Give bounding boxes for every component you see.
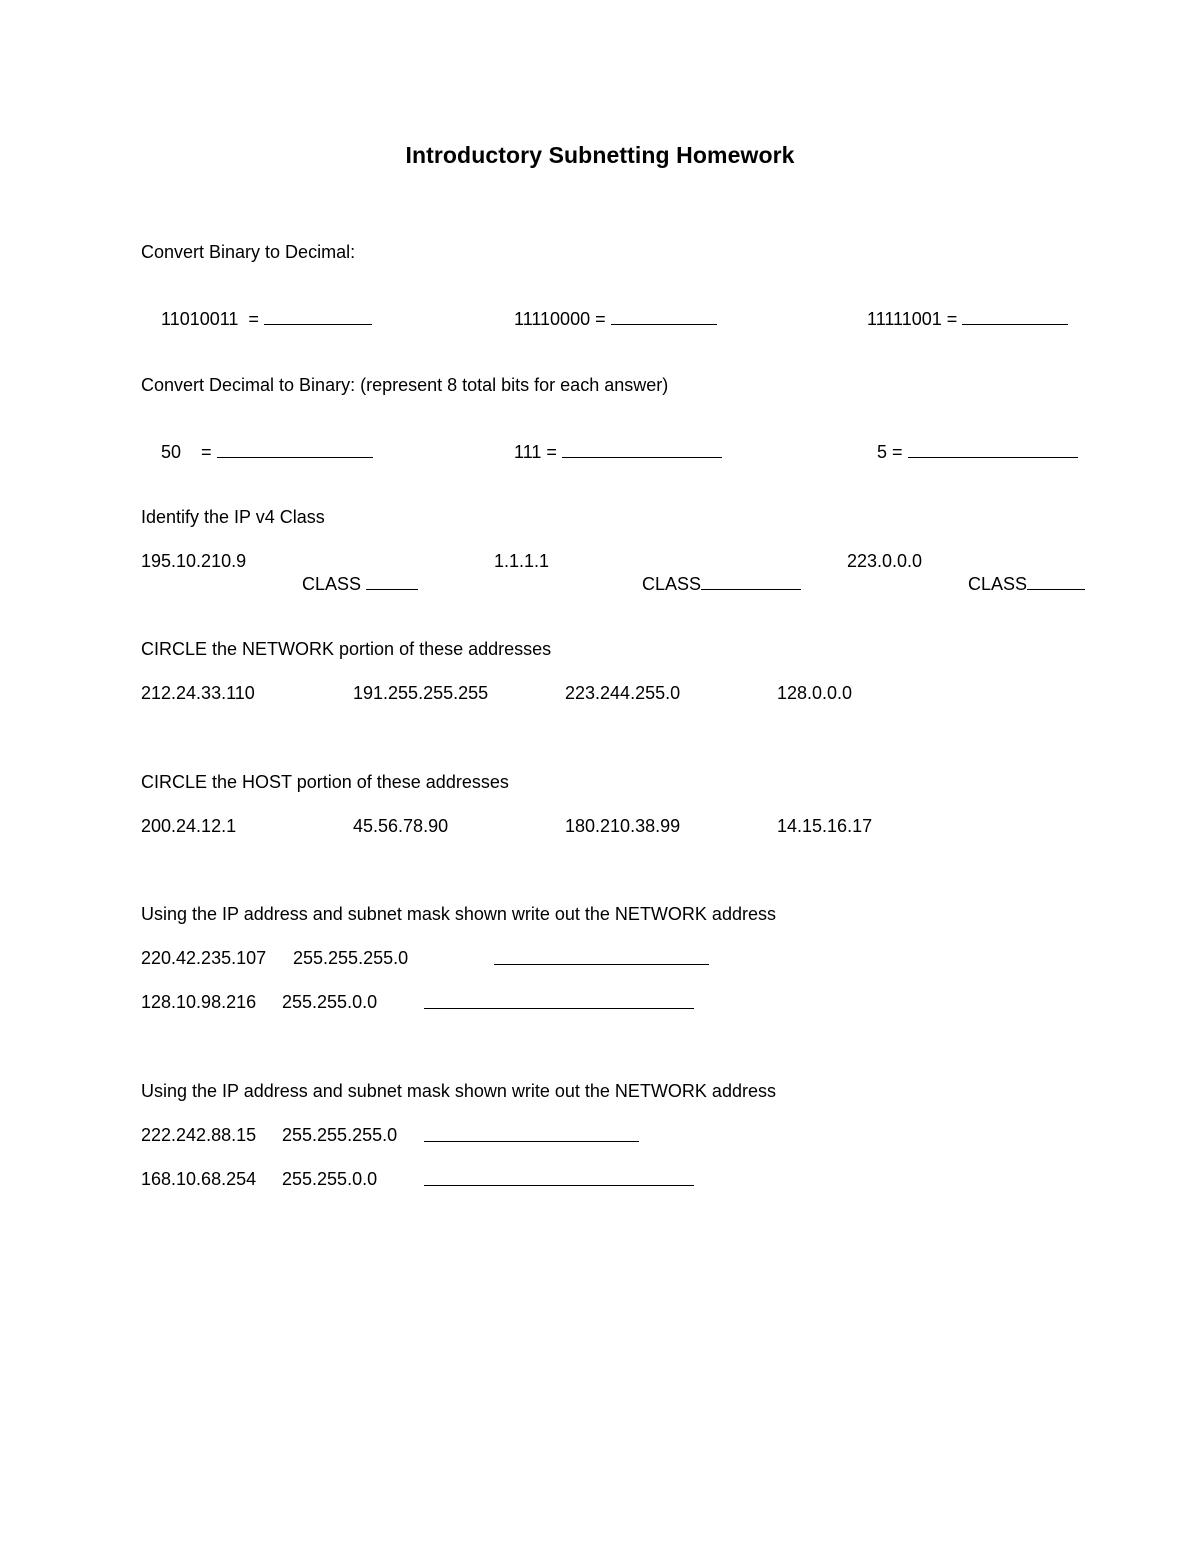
network-address-item[interactable]: 191.255.255.255 (353, 683, 489, 703)
subnet-mask: 255.255.0.0 (282, 1169, 378, 1189)
dec-to-bin-value: 111 = (514, 442, 557, 462)
dec-to-bin-item (857, 418, 1078, 485)
network-address-item[interactable]: 212.24.33.110 (141, 683, 255, 703)
page-title: Introductory Subnetting Homework (405, 142, 795, 168)
host-address-item[interactable]: 200.24.12.1 (141, 816, 237, 836)
answer-blank[interactable] (217, 440, 373, 458)
answer-blank[interactable] (494, 947, 709, 965)
host-address-item[interactable]: 180.210.38.99 (565, 816, 681, 836)
class-label: CLASS (302, 574, 362, 594)
bin-to-dec-item (141, 285, 372, 352)
subnet-mask: 255.255.255.0 (293, 948, 409, 968)
answer-blank[interactable] (366, 572, 418, 590)
section-heading-bin-to-dec: Convert Binary to Decimal: (141, 242, 356, 262)
answer-blank[interactable] (962, 307, 1068, 325)
answer-blank[interactable] (424, 1124, 639, 1142)
bin-to-dec-value: 11010011 = (161, 309, 259, 329)
ip-class-address: 1.1.1.1 (494, 551, 550, 571)
answer-blank[interactable] (264, 307, 372, 325)
ip-address: 220.42.235.107 (141, 948, 267, 968)
ip-class-answer (622, 550, 801, 617)
ip-address: 168.10.68.254 (141, 1169, 257, 1189)
section-heading-network-address: Using the IP address and subnet mask shown write out the NETWORK address (141, 1081, 776, 1101)
section-heading-dec-to-bin: Convert Decimal to Binary: (represent 8 total bits for each answer) (141, 375, 669, 395)
dec-to-bin-item (494, 418, 722, 485)
answer-blank[interactable] (424, 991, 694, 1009)
answer-blank[interactable] (611, 307, 717, 325)
ip-class-answer (282, 550, 418, 617)
dec-to-bin-item (141, 418, 373, 485)
network-answer (419, 991, 694, 1014)
network-address-item[interactable]: 128.0.0.0 (777, 683, 853, 703)
section-heading-circle-network: CIRCLE the NETWORK portion of these addresses (141, 639, 552, 659)
dec-to-bin-value: 5 = (877, 442, 903, 462)
bin-to-dec-item (847, 285, 1068, 352)
network-answer (419, 1168, 694, 1191)
answer-blank[interactable] (424, 1168, 694, 1186)
subnet-mask: 255.255.0.0 (282, 992, 378, 1012)
class-label: CLASS (968, 574, 1028, 594)
bin-to-dec-item (494, 285, 717, 352)
subnet-mask: 255.255.255.0 (282, 1125, 398, 1145)
section-heading-ip-class: Identify the IP v4 Class (141, 507, 325, 527)
ip-class-answer (948, 550, 1085, 617)
section-heading-network-address: Using the IP address and subnet mask shown write out the NETWORK address (141, 904, 776, 924)
answer-blank[interactable] (908, 440, 1078, 458)
ip-address: 128.10.98.216 (141, 992, 257, 1012)
dec-to-bin-value: 50 = (161, 442, 212, 462)
ip-class-address: 223.0.0.0 (847, 551, 923, 571)
network-address-item[interactable]: 223.244.255.0 (565, 683, 681, 703)
answer-blank[interactable] (701, 572, 801, 590)
ip-address: 222.242.88.15 (141, 1125, 257, 1145)
ip-class-address: 195.10.210.9 (141, 551, 247, 571)
class-label: CLASS (642, 574, 702, 594)
section-heading-circle-host: CIRCLE the HOST portion of these addresses (141, 772, 509, 792)
host-address-item[interactable]: 14.15.16.17 (777, 816, 873, 836)
answer-blank[interactable] (1027, 572, 1085, 590)
network-answer (419, 1124, 639, 1147)
bin-to-dec-value: 11110000 = (514, 309, 606, 329)
host-address-item[interactable]: 45.56.78.90 (353, 816, 449, 836)
bin-to-dec-value: 11111001 = (867, 309, 958, 329)
answer-blank[interactable] (562, 440, 722, 458)
network-answer (489, 947, 709, 970)
